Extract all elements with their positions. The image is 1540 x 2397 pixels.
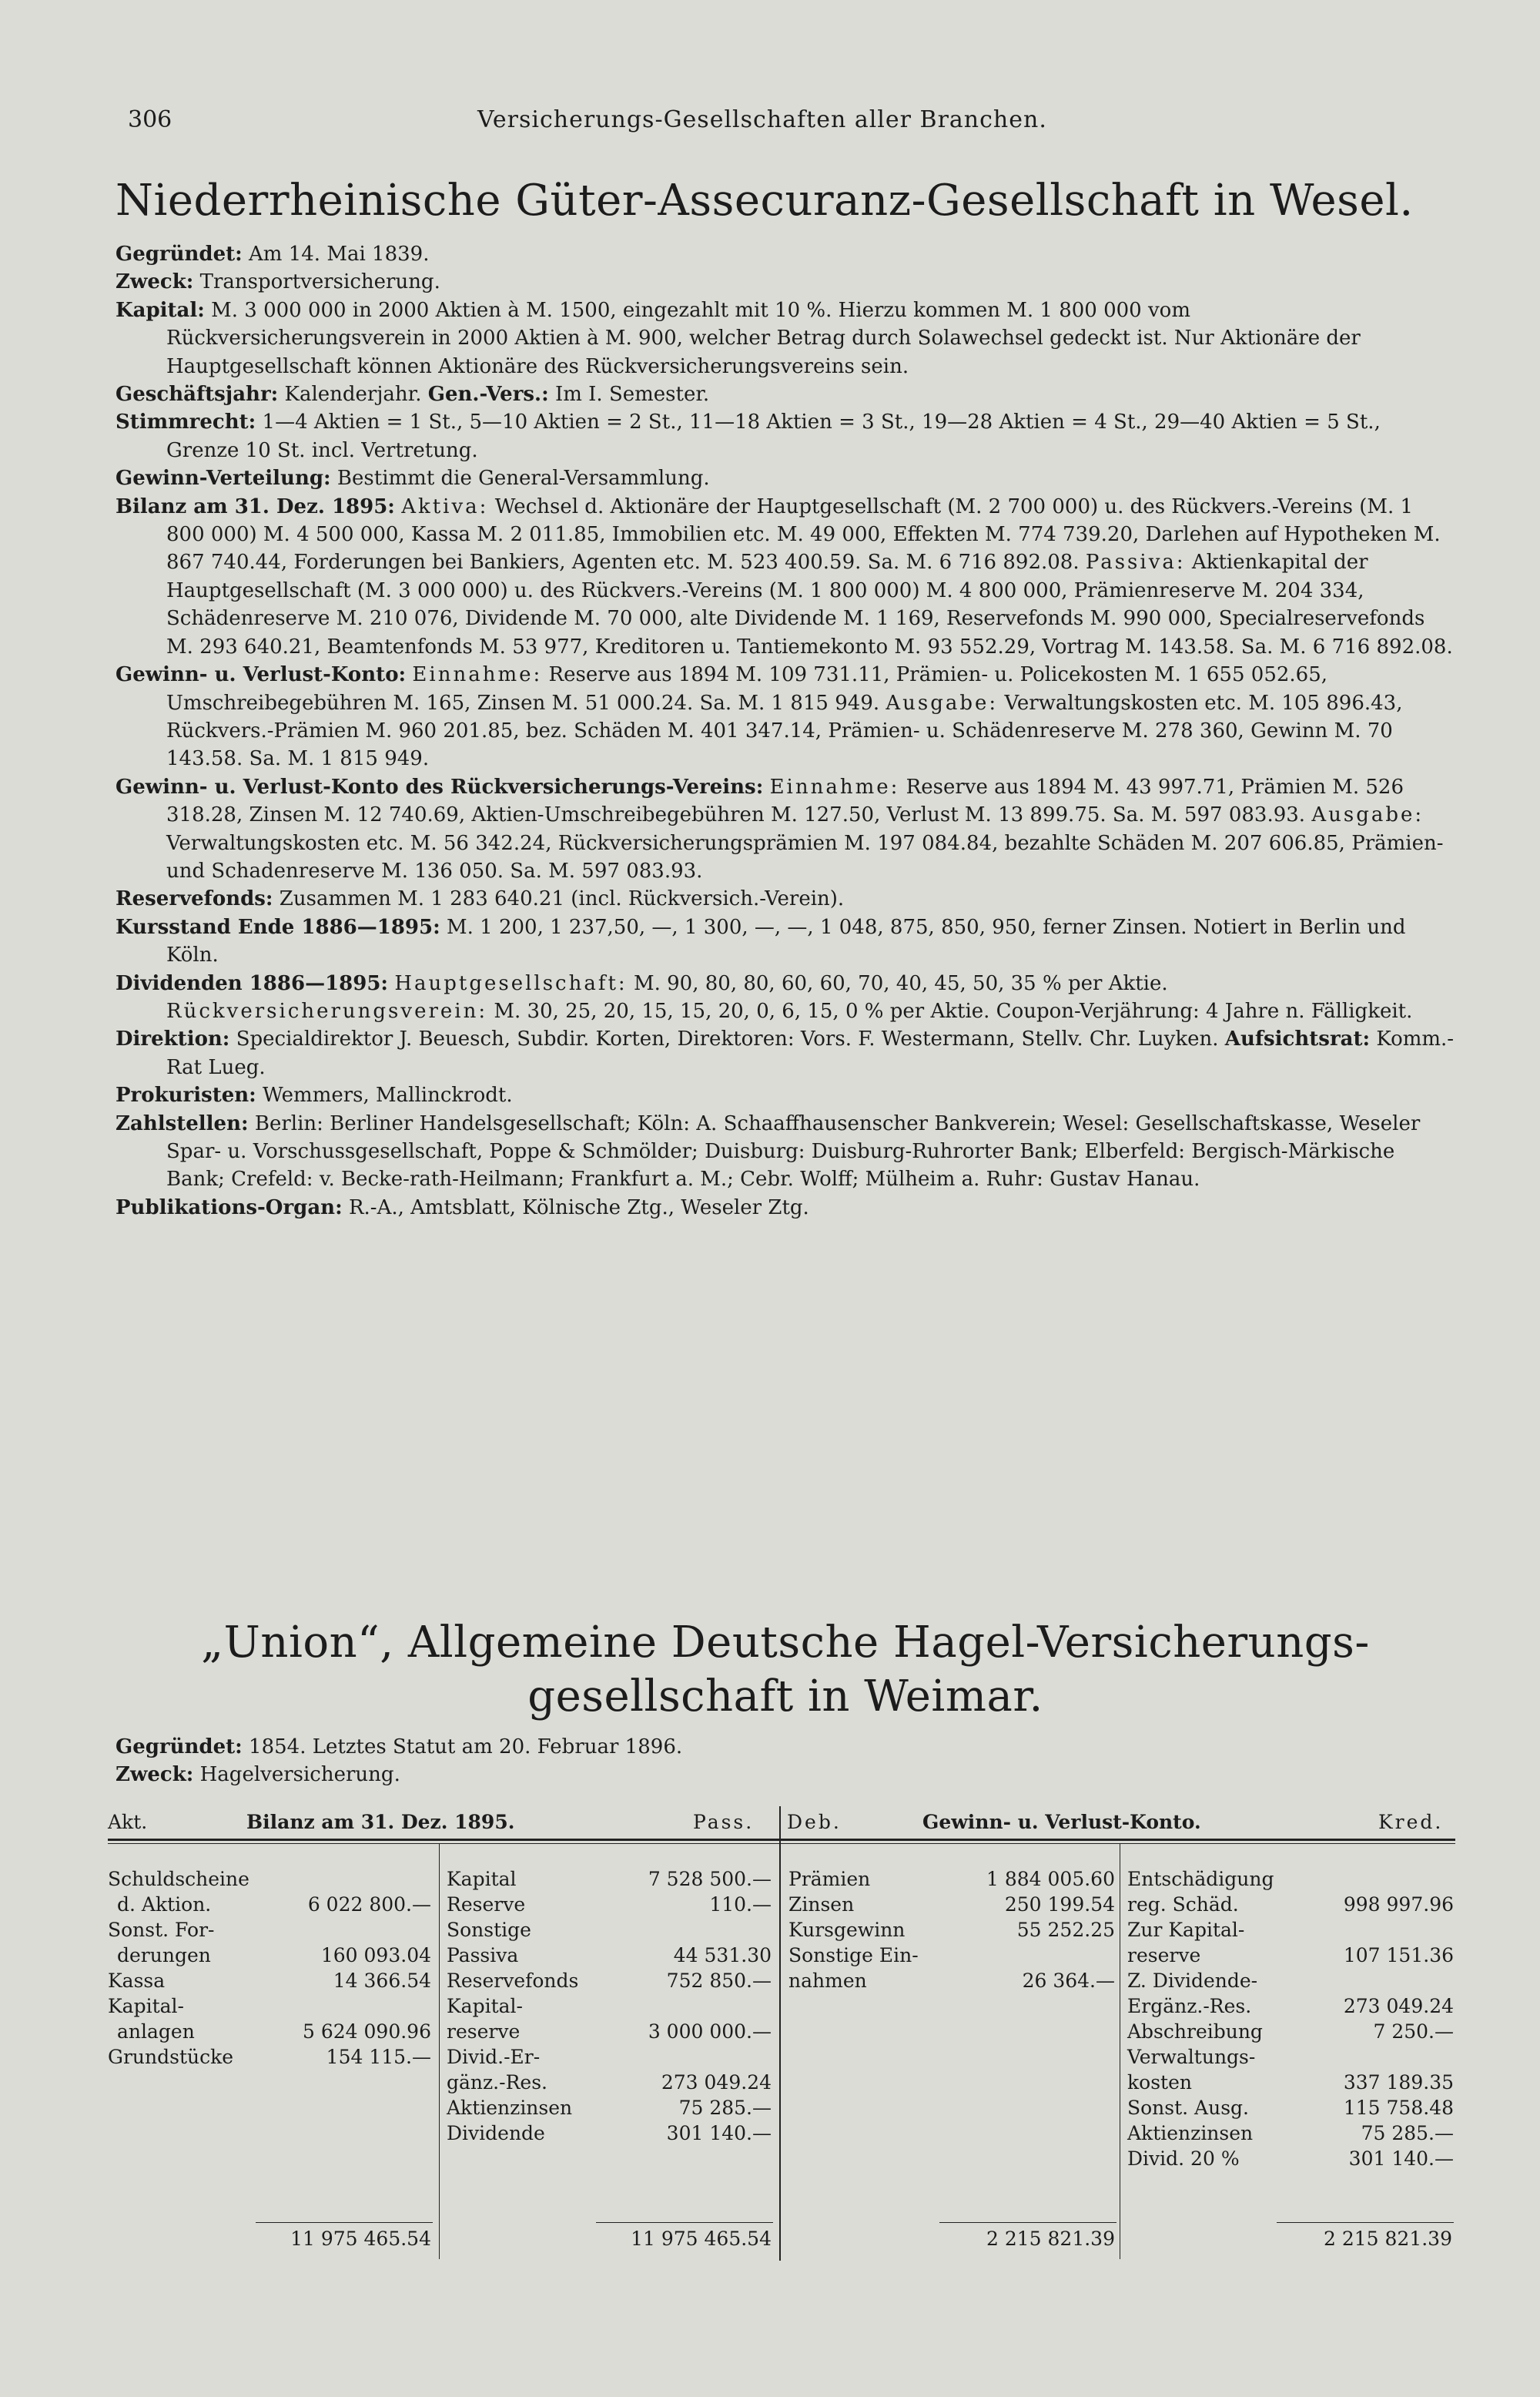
table-row [1127,1866,1454,1892]
table-row [447,1892,772,1917]
entry-text: Reserve aus 1894 M. 109 731.11, Prämien- u. Policekosten M. 1 655 052.65, Umschreibegebühren M. 165, Zinsen M. 51 000.24. Sa. M. 1 815 949. [166,663,1328,715]
entry-paragraph [116,297,1455,381]
row-label: kosten [1127,2071,1192,2094]
row-value: 1 884 005.60 [986,1868,1115,1890]
row-value: 75 285.— [1361,2122,1454,2144]
entry-paragraph [116,970,1455,1026]
row-value: 115 758.48 [1343,2097,1454,2119]
row-value: 301 140.— [1348,2147,1454,2170]
entry-text: Reserve aus 1894 M. 43 997.71, Prämien M. 526 318.28, Zinsen M. 12 740.69, Aktien-Umschreibegebühren M. 127.50, Verlust M. 13 899.75. Sa. M. 597 083.93. [166,775,1404,827]
table-row [1127,1993,1454,2019]
entry-label: Gegründet: [116,243,243,266]
row-label: anlagen [117,2020,195,2043]
table-row [1127,1943,1454,1968]
row-label: nahmen [788,1970,867,1992]
row-label: Sonstige Ein- [788,1944,919,1966]
table-row [1127,1892,1454,1917]
entry-paragraph [116,408,1455,464]
row-value: 26 364.— [1022,1970,1115,1992]
table-row [1127,2146,1454,2171]
entry-spaced-label: Rückversicherungsverein: [166,999,488,1023]
row-label: Prämien [788,1868,871,1890]
row-value: 14 366.54 [333,1970,431,1992]
table-row [447,2120,772,2146]
entry-text: Bestimmt die General-Versammlung. [336,467,710,491]
table-row [1127,1917,1454,1943]
entry-spaced-label: Einnahme: [769,775,900,799]
row-value: 5 624 090.96 [303,2020,431,2043]
row-value: 337 189.35 [1343,2071,1454,2094]
entry-text: Verwaltungskosten etc. M. 56 342.24, Rückversicherungsprämien M. 197 084.84, bezahlte Schäden M. 207 606.85, Prämien- und Schadenreserve M. 136 050. Sa. M. 597 083.93. [166,831,1444,883]
row-label: Sonstige [447,1919,531,1941]
table-row [447,2044,772,2070]
table-row [447,2070,772,2095]
entry-text: Wechsel d. Aktionäre der Hauptgesellschaft (M. 2 700 000) u. des Rückvers.-Vereins (M. 1 800 000) M. 4 500 000, Kassa M. 2 011.85, Immobilien etc. M. 49 000, Effekten M. 774 739.20, Darlehen auf Hypotheken M. 867 740.44, Forderungen bei Bankiers, Agenten etc. M. 523 400.59. Sa. M. 6 716 892.08. [166,494,1441,575]
entry-paragraph [116,1110,1455,1194]
bilanz-left-tag: Akt. [108,1811,148,1833]
financial-tables [108,1806,1455,2250]
table-row [108,1943,431,1968]
row-label: Aktienzinsen [1127,2122,1254,2144]
entry-text: 1854. Letztes Statut am 20. Februar 1896. [249,1735,683,1758]
entry-paragraph [116,268,1455,296]
entry-paragraph [116,1194,1455,1222]
entry-paragraph [116,773,1455,886]
entry-label: Zweck: [116,1763,194,1787]
row-label: Kapital- [447,1995,523,2017]
entry-label: Prokuristen: [116,1084,256,1108]
row-value: 3 000 000.— [648,2020,772,2043]
row-value: 7 528 500.— [648,1868,772,1890]
table-row [108,1968,431,1993]
row-label: d. Aktion. [117,1893,212,1916]
table-rule-top [108,1839,1455,1841]
running-header: Versicherungs-Gesellschaften aller Branchen. [477,106,1047,133]
row-label: Kursgewinn [788,1919,906,1941]
row-label: reg. Schäd. [1127,1893,1239,1916]
row-label: Schuldscheine [108,1868,249,1890]
row-label: Kapital- [108,1995,184,2017]
entry-text: Zusammen M. 1 283 640.21 (incl. Rückversich.-Verein). [279,887,845,911]
table-row [788,1892,1115,1917]
section-title-union-line2: gesellschaft in Weimar. [527,1671,1043,1721]
row-label: Dividende [447,2122,545,2144]
table-separator-bilanz [439,1843,440,2259]
kredit-total-rule [1277,2222,1454,2223]
row-value: 75 285.— [678,2097,772,2119]
table-row [447,2019,772,2044]
entry-label: Kapital: [116,298,205,322]
row-label: Zinsen [788,1893,855,1916]
entry-text: M. 30, 25, 20, 15, 15, 20, 0, 6, 15, 0 % per Aktie. Coupon-Verjährung: 4 Jahre n. Fälligkeit. [494,999,1413,1023]
aktiva-column [108,1866,431,2070]
row-value: 154 115.— [326,2046,431,2068]
table-row [1127,2019,1454,2044]
entry-paragraph [116,1733,1455,1761]
row-value: 752 850.— [666,1970,772,1992]
guv-left-tag: Deb. [787,1811,842,1833]
row-value: 998 997.96 [1343,1893,1454,1916]
entry-paragraph [116,661,1455,773]
passiva-column [447,1866,772,2146]
entry-label: Bilanz am 31. Dez. 1895: [116,494,395,518]
guv-right-tag: Kred. [1378,1811,1444,1833]
row-label: Entschädigung [1127,1868,1274,1890]
row-label: Divid.-Er- [447,2046,541,2068]
row-label: Verwaltungs- [1127,2046,1256,2068]
entry-label: Zahlstellen: [116,1111,249,1135]
entry-text: Am 14. Mai 1839. [249,243,430,266]
aktiva-total: 11 975 465.54 [290,2228,431,2250]
table-row [447,1866,772,1892]
table-row [1127,2070,1454,2095]
row-value: 273 049.24 [1343,1995,1454,2017]
table-row [447,1993,772,2019]
bilanz-right-tag: Pass. [693,1811,755,1833]
table-row [108,1866,431,1892]
debet-total-rule [939,2222,1116,2223]
row-label: Grundstücke [108,2046,234,2068]
table-row [1127,2120,1454,2146]
guv-title: Gewinn- u. Verlust-Konto. [922,1811,1201,1833]
row-label: reserve [447,2020,521,2043]
row-value: 301 140.— [666,2122,772,2144]
entry-text: R.-A., Amtsblatt, Kölnische Ztg., Weseler Ztg. [348,1195,809,1219]
row-label: Aktienzinsen [447,2097,573,2119]
row-label: Passiva [447,1944,519,1966]
entry-text: Transportversicherung. [199,270,440,294]
table-row [1127,2044,1454,2070]
table-row [447,1943,772,1968]
entry-text: M. 1 200, 1 237,50, —, 1 300, —, —, 1 048, 875, 850, 950, ferner Zinsen. Notiert in Berlin und Köln. [166,915,1406,967]
row-value: 160 093.04 [320,1944,431,1966]
table-row [788,1917,1115,1943]
table-row [1127,2095,1454,2120]
bilanz-title: Bilanz am 31. Dez. 1895. [246,1811,515,1833]
entry-text: Hagelversicherung. [199,1763,400,1787]
entry-label: Gewinn-Verteilung: [116,467,331,491]
entry-spaced-label: Einnahme: [412,663,543,687]
table-rule-top-thin [108,1843,1455,1844]
debet-total: 2 215 821.39 [986,2228,1115,2250]
entry-paragraph [116,1761,1455,1789]
entry-text: M. 3 000 000 in 2000 Aktien à M. 1500, eingezahlt mit 10 %. Hierzu kommen M. 1 800 000 vom Rückversicherungsverein in 2000 Aktien à M. 900, welcher Betrag durch Solawechsel gedeckt ist. Nur Aktionäre der Hauptgesellschaft können Aktionäre des Rückversicherungsvereins sein. [166,298,1361,378]
entry-label: Publikations-Organ: [116,1195,343,1219]
entry-label: Gen.-Vers.: [427,383,549,407]
table-header-row [108,1806,1455,1839]
entry-text: Berlin: Berliner Handelsgesellschaft; Köln: A. Schaaffhausenscher Bankverein; Wesel: Gesellschaftskasse, Weseler Spar- u. Vorschussgesellschaft, Poppe & Schmölder; Duisburg: Duisburg-Ruhrorter Bank; Elberfeld: Bergisch-Märkische Bank; Crefeld: v. Becke-rath-Heilmann; Frankfurt a. M.; Cebr. Wolff; Mülheim a. Ruhr: Gustav Hanau. [166,1111,1421,1192]
entry-label: Zweck: [116,270,194,294]
table-row [108,2044,431,2070]
entry-text: Wemmers, Mallinckrodt. [263,1084,513,1108]
row-value: 6 022 800.— [307,1893,431,1916]
entry-label: Gewinn- u. Verlust-Konto: [116,663,407,687]
entry-spaced-label: Aktiva: [401,494,489,518]
row-label: derungen [117,1944,211,1966]
row-label: Zur Kapital- [1127,1919,1245,1941]
row-value: 273 049.24 [661,2071,772,2094]
entry-label: Stimmrecht: [116,411,256,434]
entry-paragraph [116,885,1455,913]
row-value: 44 531.30 [673,1944,772,1966]
entry-spaced-label: Ausgabe: [1311,803,1424,827]
row-label: Abschreibung [1127,2020,1263,2043]
row-label: Sonst. Ausg. [1127,2097,1249,2119]
table-row [108,1917,431,1943]
table-row [788,1968,1115,1993]
table-row [447,1968,772,1993]
row-label: Kapital [447,1868,517,1890]
entry-label: Aufsichtsrat: [1224,1028,1371,1051]
page-number: 306 [128,106,172,133]
entry-spaced-label: Ausgabe: [886,691,999,715]
entry-text: M. 90, 80, 80, 60, 60, 70, 40, 45, 50, 35 % per Aktie. [633,971,1168,995]
entry-text: Verwaltungskosten etc. M. 105 896.43, Rückvers.-Prämien M. 960 201.85, bez. Schäden M. 401 347.14, Prämien- u. Schädenreserve M. 278 360, Gewinn M. 70 143.58. Sa. M. 1 815 949. [166,691,1403,771]
table-row [108,1892,431,1917]
entry-text: 1—4 Aktien = 1 St., 5—10 Aktien = 2 St., 11—18 Aktien = 3 St., 19—28 Aktien = 4 St., 29—40 Aktien = 5 St., Grenze 10 St. incl. Vertretung. [166,411,1381,462]
row-label: Divid. 20 % [1127,2147,1240,2170]
entry-text: Im I. Semester. [554,383,710,407]
section-title-union-line1: „Union“, Allgemeine Deutsche Hagel-Versicherungs- [201,1618,1370,1668]
entry-text: Aktienkapital der Hauptgesellschaft (M. 3 000 000) u. des Rückvers.-Vereins (M. 1 800 000) M. 4 800 000, Prämienreserve M. 204 334, Schädenreserve M. 210 076, Dividende M. 70 000, alte Dividende M. 1 169, Reservefonds M. 990 000, Specialreservefonds M. 293 640.21, Beamtenfonds M. 53 977, Kreditoren u. Tantiemekonto M. 93 552.29, Vortrag M. 143.58. Sa. M. 6 716 892.08. [166,551,1453,659]
row-value: 110.— [709,1893,772,1916]
passiva-total-rule [596,2222,773,2223]
section-title-niederrheinische: Niederrheinische Güter-Assecuranz-Gesellschaft in Wesel. [116,176,1414,226]
row-label: Reserve [447,1893,526,1916]
row-value: 7 250.— [1373,2020,1454,2043]
row-value: 55 252.25 [1016,1919,1115,1941]
kredit-column [1127,1866,1454,2171]
table-row [788,1866,1115,1892]
row-label: reserve [1127,1944,1201,1966]
entry-label: Geschäftsjahr: [116,383,279,407]
row-label: Kassa [108,1970,166,1992]
entry-text: Kalenderjahr. [284,383,422,407]
debet-column [788,1866,1115,1993]
table-row [1127,1968,1454,1993]
table-row [788,1943,1115,1968]
entry-label: Reservefonds: [116,887,273,911]
aktiva-total-rule [256,2222,433,2223]
table-row [447,1917,772,1943]
row-value: 250 199.54 [1004,1893,1115,1916]
entries-union [116,1733,1455,1789]
entry-label: Kursstand Ende 1886—1895: [116,915,440,939]
entry-text: Komm.-Rat Lueg. [166,1028,1455,1079]
row-label: Sonst. For- [108,1919,215,1941]
row-label: gänz.-Res. [447,2071,547,2094]
table-separator-main [779,1806,781,2261]
entry-paragraph [116,914,1455,970]
row-label: Z. Dividende- [1127,1970,1258,1992]
row-value: 107 151.36 [1343,1944,1454,1966]
entry-paragraph [116,464,1455,492]
entries-niederrheinische [116,240,1455,1222]
row-label: Ergänz.-Res. [1127,1995,1252,2017]
passiva-total: 11 975 465.54 [631,2228,772,2250]
entry-spaced-label: Hauptgesellschaft: [394,971,628,995]
entry-paragraph [116,493,1455,661]
entry-paragraph [116,240,1455,268]
entry-label: Gewinn- u. Verlust-Konto des Rückversicherungs-Vereins: [116,775,764,799]
row-label: Reservefonds [447,1970,579,1992]
entry-paragraph [116,1081,1455,1109]
kredit-total: 2 215 821.39 [1324,2228,1452,2250]
entry-label: Direktion: [116,1028,230,1051]
entry-spaced-label: Passiva: [1085,551,1186,575]
entry-paragraph [116,381,1455,408]
entry-paragraph [116,1025,1455,1081]
entry-label: Gegründet: [116,1735,243,1758]
table-row [447,2095,772,2120]
entry-text: Specialdirektor J. Beuesch, Subdir. Korten, Direktoren: Vors. F. Westermann, Stellv. Chr. Luyken. [236,1028,1219,1051]
entry-label: Dividenden 1886—1895: [116,971,389,995]
table-row [108,2019,431,2044]
table-row [108,1993,431,2019]
